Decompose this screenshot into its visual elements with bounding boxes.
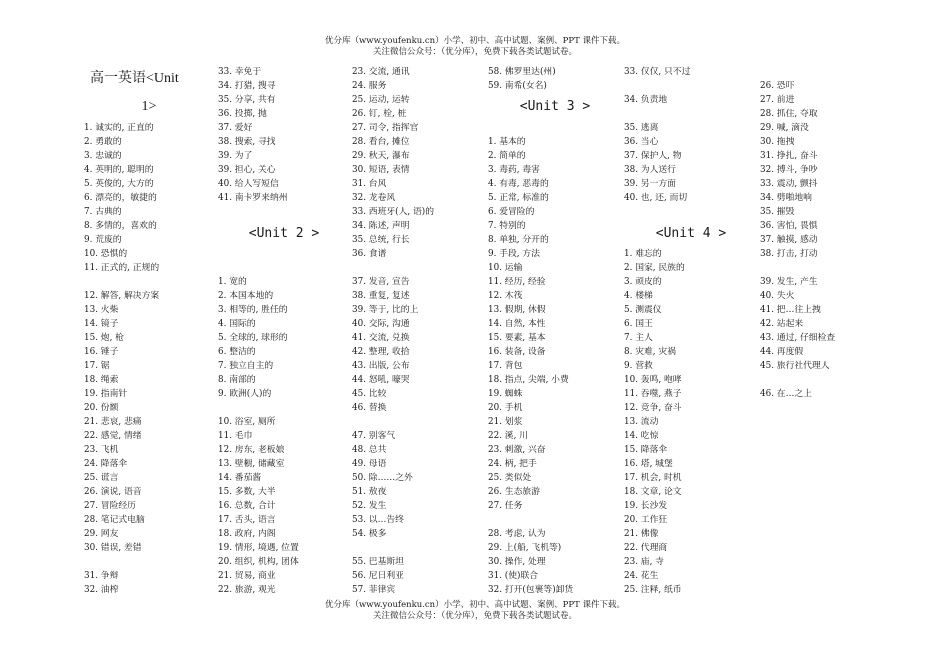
vocab-entry: 15. 多数, 大半 [218, 487, 276, 497]
vocab-entry: 35. 逃离 [624, 123, 659, 133]
vocab-entry: 7. 主人 [624, 333, 653, 343]
vocab-entry: 33. 幸免于 [218, 67, 262, 77]
vocab-entry: 45. 比较 [352, 389, 387, 399]
vocab-entry [218, 247, 350, 261]
vocab-entry: 12. 木筏 [488, 291, 523, 301]
vocab-entry [760, 373, 890, 387]
vocab-entry: 34. 负责地 [624, 95, 668, 105]
vocab-entry: 14. 自然, 本性 [488, 319, 546, 329]
vocab-entry: 41. 交流, 兑换 [352, 333, 410, 343]
vocab-entry: 25. 谎言 [84, 473, 119, 483]
column-4 [488, 65, 622, 597]
vocab-entry: 23. 刺激, 兴奋 [488, 445, 546, 455]
vocab-entry: 17. 背包 [488, 361, 523, 371]
vocab-entry: 37. 爱好 [218, 123, 253, 133]
vocab-entry: 12. 竞争, 奋斗 [624, 403, 682, 413]
vocab-entry: 36. 害怕, 畏惧 [760, 221, 818, 231]
vocab-entry [624, 107, 758, 121]
vocab-entry: 32. 龙卷风 [352, 193, 396, 203]
vocab-entry: 18. 指点, 尖端, 小费 [488, 375, 569, 385]
vocab-entry: 38. 重复, 复述 [352, 291, 410, 301]
column-6 [760, 65, 890, 401]
unit-4-header-wrap [624, 227, 758, 241]
vocab-entry [624, 79, 758, 93]
vocab-entry: 19. 蜘蛛 [488, 389, 523, 399]
vocab-entry: 25. 运动, 运转 [352, 95, 410, 105]
vocab-entry: 14. 镜子 [84, 319, 119, 329]
vocab-entry: 3. 相等的, 胜任的 [218, 305, 288, 315]
vocab-entry: 9. 荒废的 [84, 235, 122, 245]
vocab-entry: 33. 西班牙(人, 语)的 [352, 207, 435, 217]
column-2 [218, 65, 350, 597]
vocab-entry: 39. 另一方面 [624, 179, 676, 189]
vocab-entry: 30. 短语, 表情 [352, 165, 410, 175]
vocab-entry: 34. 陈述, 声明 [352, 221, 410, 231]
vocab-entry: 14. 吃惊 [624, 431, 659, 441]
vocab-entry: 13. 壁橱, 储藏室 [218, 459, 285, 469]
vocab-entry: 5. 正常, 标准的 [488, 193, 549, 203]
vocab-entry: 16. 锤子 [84, 347, 119, 357]
vocab-entry: 26. 钉, 栓, 桩 [352, 109, 407, 119]
vocab-entry: 7. 古典的 [84, 207, 122, 217]
vocab-entry: 46. 在…之上 [760, 389, 812, 399]
vocab-entry: 36. 食谱 [352, 249, 387, 259]
vocab-entry: 29. 网友 [84, 529, 119, 539]
vocab-entry: 55. 巴基斯坦 [352, 557, 404, 567]
vocab-entry: 40. 给人写短信 [218, 179, 279, 189]
vocab-entry: 2. 勇敢的 [84, 137, 122, 147]
vocab-entry: 32. 搏斗, 争吵 [760, 165, 818, 175]
vocab-entry: 27. 任务 [488, 501, 523, 511]
vocab-entry: 39. 为了 [218, 151, 253, 161]
unit-1-header [84, 93, 214, 121]
vocab-entry: 35. 分享, 共有 [218, 95, 276, 105]
column-3 [352, 65, 486, 597]
vocab-entry: 9. 手段, 方法 [488, 249, 540, 259]
vocab-entry: 29. 上(船, 飞机等) [488, 543, 562, 553]
vocab-entry: 26. 生态旅游 [488, 487, 540, 497]
vocab-entry: 22. 感觉, 情绪 [84, 431, 142, 441]
vocab-entry: 36. 当心 [624, 137, 659, 147]
vocab-entry: 1. 难忘的 [624, 249, 662, 259]
vocab-entry: 51. 敖夜 [352, 487, 387, 497]
vocab-entry: 4. 国际的 [218, 319, 256, 329]
vocab-entry: 23. 庙, 寺 [624, 557, 664, 567]
vocab-entry: 11. 正式的, 正规的 [84, 263, 160, 273]
vocab-entry: 44. 怒吼, 嚎哭 [352, 375, 410, 385]
vocab-entry: 14. 番茄酱 [218, 473, 262, 483]
vocab-entry: 40. 也, 还, 而切 [624, 193, 688, 203]
vocab-entry: 11. 经历, 经验 [488, 277, 546, 287]
vocab-entry: 23. 交流, 通讯 [352, 67, 410, 77]
vocab-entry: 57. 菲律宾 [352, 585, 396, 595]
vocab-entry: 28. 抓住, 夺取 [760, 109, 818, 119]
vocab-entry: 18. 绳索 [84, 375, 119, 385]
vocab-entry: 10. 浴室, 厕所 [218, 417, 276, 427]
vocab-entry: 33. 仅仅, 只不过 [624, 67, 691, 77]
vocab-entry: 8. 灾难, 灾祸 [624, 347, 676, 357]
vocab-entry: 16. 总数, 合计 [218, 501, 276, 511]
vocab-entry: 9. 营救 [624, 361, 653, 371]
vocab-entry: 29. 喊, 滴没 [760, 123, 809, 133]
vocab-entry: 27. 司令, 指挥官 [352, 123, 419, 133]
vocab-entry [624, 205, 758, 219]
vocab-entry: 37. 保护人, 物 [624, 151, 682, 161]
vocab-entry: 4. 英明的, 聪明的 [84, 165, 154, 175]
vocab-entry: 43. 通过, 仔细检查 [760, 333, 836, 343]
vocab-entry: 34. 打猎, 搜寻 [218, 81, 276, 91]
vocab-entry: 39. 等于, 比的上 [352, 305, 419, 315]
vocab-entry: 44. 再度假 [760, 347, 804, 357]
vocab-entry: 22. 旅游, 观光 [218, 585, 276, 595]
vocab-entry: 28. 看台, 摊位 [352, 137, 410, 147]
vocab-entry: 24. 降落伞 [84, 459, 128, 469]
vocab-entry: 20. 组织, 机构, 团体 [218, 557, 299, 567]
vocab-entry: 9. 欧洲(人)的 [218, 389, 272, 399]
vocab-entry: 38. 为人送行 [624, 165, 676, 175]
vocab-entry: 18. 文章, 论文 [624, 487, 682, 497]
vocab-entry: 6. 整洁的 [218, 347, 256, 357]
vocab-entry: 58. 佛罗里达(州) [488, 67, 556, 77]
vocab-entry: 24. 服务 [352, 81, 387, 91]
vocab-entry: 3. 毒药, 毒害 [488, 165, 540, 175]
vocab-entry [352, 541, 486, 555]
vocab-entry: 53. 以…告终 [352, 515, 404, 525]
vocab-entry: 31. 争辩 [84, 571, 119, 581]
vocab-entry: 31. 挣扎, 奋斗 [760, 151, 818, 161]
vocab-entry: 2. 简单的 [488, 151, 526, 161]
vocab-entry: 13. 假期, 休假 [488, 305, 546, 315]
vocab-entry: 21. 贸易, 商业 [218, 571, 276, 581]
vocab-entry: 39. 发生, 产生 [760, 277, 818, 287]
title-part-1: 高一英语<Unit [90, 71, 179, 86]
vocab-entry: 19. 指南针 [84, 389, 128, 399]
vocab-entry: 19. 情形, 境遇, 位置 [218, 543, 299, 553]
vocab-entry: 21. 悲哀, 悲痛 [84, 417, 142, 427]
vocab-entry [218, 261, 350, 275]
vocab-entry: 6. 爱冒险的 [488, 207, 535, 217]
column-5 [624, 65, 758, 597]
vocab-entry: 11. 毛巾 [218, 431, 253, 441]
vocab-entry: 2. 本国本地的 [218, 291, 274, 301]
vocab-list-1 [84, 121, 214, 597]
vocab-entry [84, 275, 214, 289]
vocab-entry: 33. 震动, 颤抖 [760, 179, 818, 189]
vocab-entry: 27. 冒险经历 [84, 501, 136, 511]
vocab-entry: 43. 出版, 公布 [352, 361, 410, 371]
vocab-entry: 28. 考虑, 认为 [488, 529, 546, 539]
vocab-entry: 38. 搜索, 寻找 [218, 137, 276, 147]
vocab-entry [218, 401, 350, 415]
vocab-entry: 36. 投掷, 抛 [218, 109, 267, 119]
vocab-entry: 26. 演说, 语音 [84, 487, 142, 497]
vocab-entry: 21. 佛像 [624, 529, 659, 539]
vocab-list-5 [624, 65, 758, 597]
vocab-entry: 40. 失火 [760, 291, 795, 301]
vocab-entry: 7. 独立自主的 [218, 361, 274, 371]
vocab-entry: 12. 房东, 老板娘 [218, 445, 285, 455]
vocab-entry: 10. 恐惧的 [84, 249, 128, 259]
vocab-entry: 3. 忠诚的 [84, 151, 122, 161]
vocab-entry: 20. 手机 [488, 403, 523, 413]
vocab-entry: 8. 单独, 分开的 [488, 235, 549, 245]
vocab-entry: 7. 特别的 [488, 221, 526, 231]
banner-line-1: 优分库（www.youfenku.cn）小学、初中、高中试题、案例、PPT 课件下载。 [325, 600, 625, 610]
vocab-entry: 31. 台风 [352, 179, 387, 189]
vocab-entry: 10. 轰鸣, 咆哮 [624, 375, 682, 385]
vocab-entry: 31. (使)联合 [488, 571, 539, 581]
vocab-entry: 18. 政府, 内阁 [218, 529, 276, 539]
vocab-entry: 24. 花生 [624, 571, 659, 581]
vocab-entry: 35. 总统, 行长 [352, 235, 410, 245]
unit-3-header: <Unit 3 > [519, 100, 591, 114]
vocab-entry [488, 121, 622, 135]
vocab-entry: 20. 工作狂 [624, 515, 668, 525]
vocab-entry: 28. 笔记式电脑 [84, 515, 145, 525]
vocab-entry: 50. 除……之外 [352, 473, 413, 483]
vocab-list-3 [352, 65, 486, 597]
vocab-entry: 2. 国家, 民族的 [624, 263, 685, 273]
vocab-entry: 39. 担心, 关心 [218, 165, 276, 175]
vocab-entry: 38. 打击, 打动 [760, 249, 818, 259]
vocab-entry [352, 261, 486, 275]
unit-2-header-wrap [218, 227, 350, 241]
vocab-entry: 5. 英俊的, 大方的 [84, 179, 154, 189]
vocab-entry: 34. 劈啪地响 [760, 193, 812, 203]
vocab-entry: 30. 拖拽 [760, 137, 795, 147]
vocab-entry: 16. 塔, 城堡 [624, 459, 673, 469]
vocab-entry: 15. 要素, 基本 [488, 333, 546, 343]
unit-3-header-wrap [488, 100, 622, 114]
vocab-entry: 52. 发生 [352, 501, 387, 511]
vocab-entry: 15. 炮, 枪 [84, 333, 124, 343]
vocab-entry: 17. 锯 [84, 361, 110, 371]
banner-line-1: 优分库（www.youfenku.cn）小学、初中、高中试题、案例、PPT 课件下载。 [325, 36, 625, 46]
vocab-entry: 30. 操作, 处理 [488, 557, 546, 567]
vocab-entry [760, 261, 890, 275]
document-title [84, 65, 214, 93]
vocab-entry [352, 415, 486, 429]
vocab-entry: 6. 国王 [624, 319, 653, 329]
vocab-entry: 41. 南卡罗来纳州 [218, 193, 288, 203]
vocab-entry: 17. 机会, 时机 [624, 473, 682, 483]
vocab-entry: 8. 南部的 [218, 375, 256, 385]
vocab-entry [488, 513, 622, 527]
vocab-entry: 25. 注释, 纸币 [624, 585, 682, 595]
vocab-entry: 45. 旅行社代理人 [760, 361, 830, 371]
top-banner [0, 36, 950, 58]
vocab-entry: 37. 触摸, 感动 [760, 235, 818, 245]
vocab-entry [760, 65, 890, 79]
unit-2-header: <Unit 2 > [248, 227, 320, 241]
vocab-entry: 41. 把…往上拽 [760, 305, 821, 315]
vocab-entry: 21. 划浆 [488, 417, 523, 427]
vocab-entry: 10. 运输 [488, 263, 523, 273]
vocab-entry: 29. 秋天, 瀑布 [352, 151, 410, 161]
vocab-entry: 22. 代理商 [624, 543, 668, 553]
vocab-entry: 59. 南希(女名) [488, 81, 547, 91]
vocab-entry: 37. 发音, 宣告 [352, 277, 410, 287]
vocab-entry: 13. 火柴 [84, 305, 119, 315]
vocab-list-6 [760, 65, 890, 401]
banner-line-2: 关注微信公众号：（优分库），免费下载各类试题试卷。 [372, 47, 577, 57]
vocab-entry: 42. 站起来 [760, 319, 804, 329]
banner-line-2: 关注微信公众号：（优分库），免费下载各类试题试卷。 [372, 611, 577, 621]
vocab-entry: 3. 顽皮的 [624, 277, 662, 287]
vocab-entry: 4. 楼梯 [624, 291, 653, 301]
vocab-entry [84, 555, 214, 569]
vocab-entry: 42. 整理, 收拾 [352, 347, 410, 357]
vocab-entry: 56. 尼日利亚 [352, 571, 404, 581]
vocab-entry: 20. 份额 [84, 403, 119, 413]
vocab-entry: 11. 吞噬, 燕子 [624, 389, 682, 399]
vocab-entry: 16. 装备, 设备 [488, 347, 546, 357]
vocab-entry: 32. 油榨 [84, 585, 119, 595]
vocab-entry: 40. 交际, 沟通 [352, 319, 410, 329]
vocab-entry: 1. 诚实的, 正直的 [84, 123, 154, 133]
vocab-entry: 24. 柄, 把手 [488, 459, 537, 469]
unit-4-header: <Unit 4 > [655, 227, 727, 241]
vocab-entry: 15. 降落伞 [624, 445, 668, 455]
vocab-entry: 30. 错误, 差错 [84, 543, 142, 553]
vocab-entry: 5. 全球的, 球形的 [218, 333, 288, 343]
vocab-entry: 5. 测震仪 [624, 305, 662, 315]
vocab-entry: 13. 流动 [624, 417, 659, 427]
vocab-entry: 8. 多情的，喜欢的 [84, 221, 157, 231]
vocab-list-2a [218, 65, 350, 597]
vocab-entry: 25. 类似处 [488, 473, 532, 483]
vocab-entry [218, 205, 350, 219]
vocab-entry: 26. 恐吓 [760, 81, 795, 91]
vocab-entry: 12. 解答, 解决方案 [84, 291, 160, 301]
vocab-list-4 [488, 65, 622, 597]
title-part-2: 1> [141, 99, 157, 114]
vocab-entry: 48. 总共 [352, 445, 387, 455]
vocab-entry: 49. 母语 [352, 459, 387, 469]
vocab-entry: 23. 飞机 [84, 445, 119, 455]
vocab-entry: 19. 长沙发 [624, 501, 668, 511]
vocab-entry: 32. 打开(包裹等)卸货 [488, 585, 574, 595]
vocab-entry: 27. 前进 [760, 95, 795, 105]
vocab-entry: 46. 替换 [352, 403, 387, 413]
vocab-entry: 54. 极多 [352, 529, 387, 539]
vocab-entry: 1. 宽的 [218, 277, 247, 287]
vocab-entry: 17. 舌头, 语言 [218, 515, 276, 525]
vocab-entry: 6. 漂亮的，敏捷的 [84, 193, 157, 203]
vocab-entry: 1. 基本的 [488, 137, 526, 147]
bottom-banner [0, 600, 950, 622]
column-1 [84, 65, 214, 597]
vocab-entry: 47. 别客气 [352, 431, 396, 441]
vocab-entry: 35. 摧毁 [760, 207, 795, 217]
vocab-entry: 22. 溪, 川 [488, 431, 528, 441]
vocab-entry: 4. 有毒, 恶毒的 [488, 179, 549, 189]
